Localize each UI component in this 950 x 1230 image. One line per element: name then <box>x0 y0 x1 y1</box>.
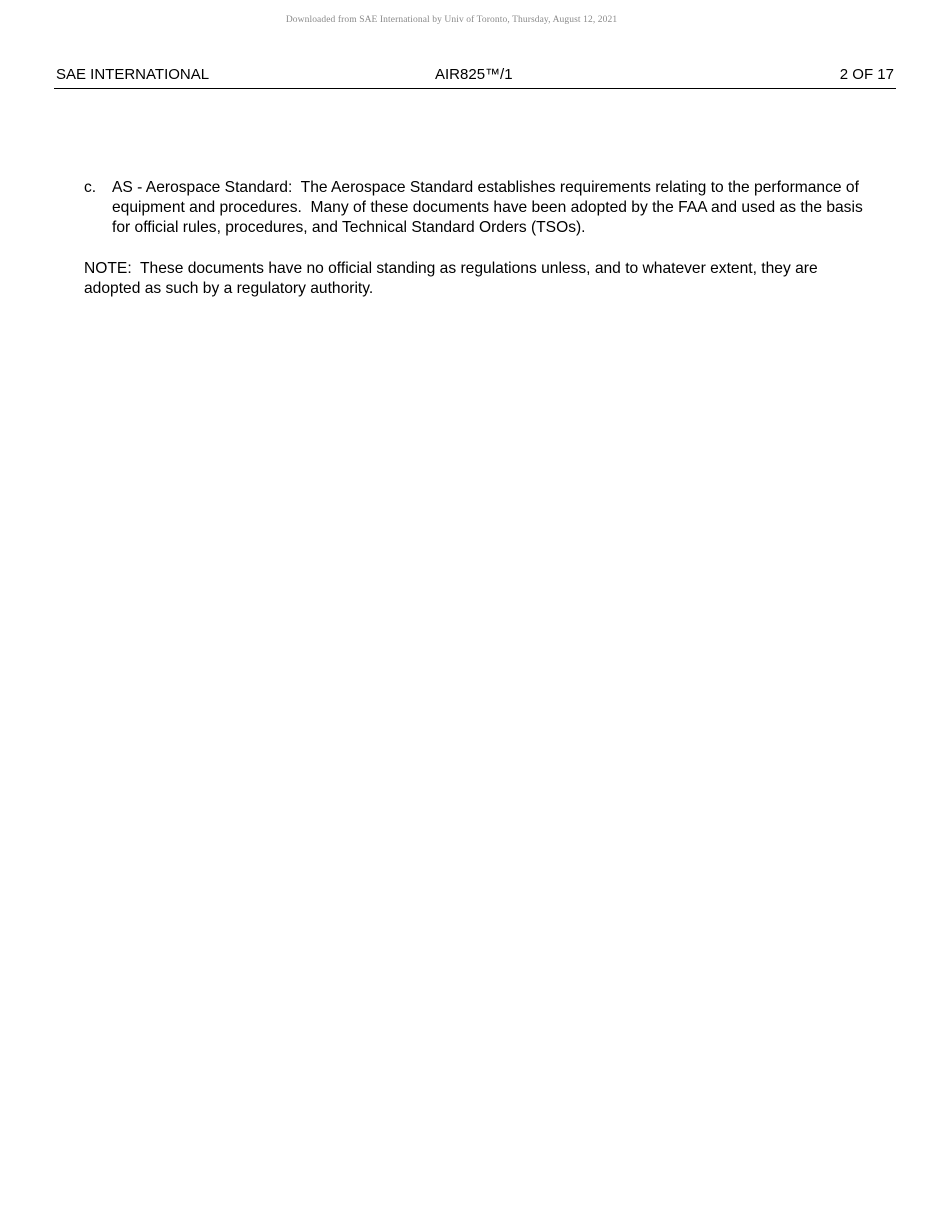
header-organization: SAE INTERNATIONAL <box>56 66 210 83</box>
header-document-id: AIR825™/1 <box>435 66 513 83</box>
list-item-text: AS - Aerospace Standard: The Aerospace Standard establishes requirements relating to the performance of equipment and procedures. Many of these documents have been adopted by the FAA and used as the basis for official rules, procedures, and Technical Standard Orders (TSOs). <box>112 179 868 236</box>
page-header <box>54 66 896 89</box>
list-item-c <box>84 178 874 238</box>
list-item-marker: c. <box>84 179 97 196</box>
note-paragraph: NOTE: These documents have no official standing as regulations unless, and to whatever extent, they are adopted as such by a regulatory authority. <box>84 260 822 297</box>
document-body <box>84 178 874 299</box>
download-banner: Downloaded from SAE International by Univ of Toronto, Thursday, August 12, 2021 <box>285 15 618 25</box>
header-page-number: 2 OF 17 <box>839 66 894 83</box>
